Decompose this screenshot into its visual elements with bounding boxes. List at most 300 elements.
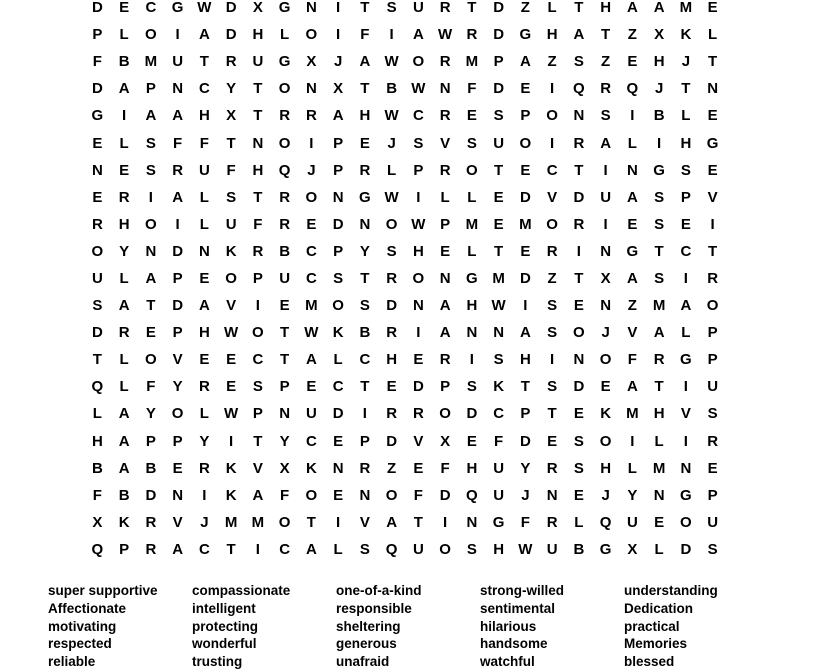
grid-letter: H (198, 324, 210, 342)
grid-letter: S (413, 134, 424, 152)
grid-letter: S (145, 161, 156, 179)
grid-letter: R (546, 459, 558, 477)
grid-letter: K (332, 324, 344, 342)
grid-letter: T (601, 26, 611, 44)
grid-letter: C (332, 378, 344, 396)
grid-letter: K (680, 26, 692, 44)
grid-letter: A (198, 26, 210, 44)
grid-letter: D (172, 297, 184, 315)
grid-letter: T (654, 242, 664, 260)
grid-letter: I (630, 107, 635, 125)
grid-letter: N (626, 161, 638, 179)
grid-letter: O (680, 513, 692, 531)
grid-letter: G (519, 26, 532, 44)
grid-letter: R (145, 540, 157, 558)
grid-letter: L (681, 324, 691, 342)
grid-letter: Q (91, 540, 104, 558)
grid-letter: V (547, 188, 558, 206)
grid-letter: S (547, 378, 558, 396)
grid-letter: T (547, 405, 557, 423)
grid-letter: Q (466, 486, 478, 504)
grid-letter: O (91, 242, 104, 260)
grid-letter: D (225, 26, 237, 44)
grid-letter: E (493, 215, 504, 233)
grid-letter: P (707, 324, 718, 342)
grid-letter: N (91, 161, 103, 179)
grid-letter: Z (547, 269, 557, 287)
grid-letter: R (386, 405, 398, 423)
grid-letter: P (333, 242, 344, 260)
grid-letter: F (413, 486, 423, 504)
grid-letter: E (119, 161, 130, 179)
grid-letter: L (199, 215, 209, 233)
grid-letter: A (145, 269, 157, 287)
grid-letter: S (547, 324, 558, 342)
word-column (480, 582, 624, 671)
grid-letter: H (91, 432, 103, 450)
grid-letter: S (707, 405, 718, 423)
grid-letter: X (92, 513, 103, 531)
grid-letter: Q (573, 80, 585, 98)
grid-letter: O (332, 297, 344, 315)
word-item: compassionate (192, 583, 291, 598)
grid-letter: E (680, 215, 691, 233)
grid-letter: I (175, 26, 180, 44)
grid-letter: T (574, 0, 584, 17)
grid-letter: I (683, 378, 688, 396)
grid-letter: T (654, 378, 664, 396)
grid-letter: Z (387, 459, 397, 477)
grid-letter: K (225, 486, 237, 504)
grid-letter: E (520, 161, 531, 179)
grid-letter: M (652, 297, 666, 315)
grid-letter: I (657, 134, 662, 152)
grid-letter: F (280, 486, 290, 504)
word-item: sheltering (336, 618, 401, 634)
word-item: hilarious (480, 618, 537, 634)
grid-letter: M (652, 459, 666, 477)
grid-letter: A (332, 107, 344, 125)
grid-letter: B (279, 242, 291, 260)
word-item: one-of-a-kind (336, 583, 422, 598)
grid-letter: W (384, 188, 399, 206)
grid-letter: H (546, 26, 558, 44)
grid-letter: B (359, 324, 371, 342)
grid-letter: D (172, 242, 184, 260)
grid-letter: L (467, 242, 477, 260)
grid-letter: D (680, 540, 692, 558)
grid-letter: R (118, 188, 130, 206)
word-item: generous (336, 636, 397, 652)
grid-letter: O (466, 161, 478, 179)
grid-letter: N (600, 297, 612, 315)
grid-letter: M (305, 297, 318, 315)
grid-letter: D (493, 80, 505, 98)
word-item: blessed (624, 654, 675, 670)
grid-letter: Y (145, 405, 156, 423)
grid-letter: A (626, 378, 638, 396)
grid-letter: O (385, 486, 398, 504)
grid-letter: H (653, 53, 665, 71)
grid-letter: V (680, 405, 691, 423)
grid-letter: A (198, 297, 210, 315)
grid-letter: N (305, 80, 317, 98)
grid-letter: R (279, 107, 291, 125)
grid-letter: L (199, 188, 209, 206)
grid-letter: Y (172, 378, 183, 396)
grid-letter: S (466, 378, 477, 396)
grid-letter: O (439, 540, 451, 558)
grid-letter: L (280, 26, 290, 44)
grid-letter: F (440, 459, 450, 477)
grid-letter: V (707, 188, 718, 206)
grid-letter: L (627, 134, 637, 152)
grid-letter: K (305, 459, 317, 477)
grid-letter: L (654, 540, 664, 558)
grid-letter: L (708, 26, 718, 44)
grid-letter: T (92, 351, 102, 369)
grid-letter: I (175, 215, 180, 233)
grid-letter: T (413, 513, 423, 531)
grid-letter: I (523, 297, 528, 315)
grid-letter: C (279, 540, 291, 558)
grid-letter: X (226, 107, 237, 125)
grid-letter: R (225, 53, 237, 71)
grid-letter: D (519, 269, 531, 287)
grid-letter: J (200, 513, 209, 531)
grid-letter: I (603, 161, 608, 179)
grid-letter: R (279, 188, 291, 206)
grid-letter: I (443, 513, 448, 531)
grid-letter: U (225, 215, 237, 233)
grid-letter: P (333, 134, 344, 152)
grid-letter: L (333, 351, 343, 369)
grid-letter: A (412, 26, 424, 44)
grid-letter: F (627, 351, 637, 369)
grid-letter: B (145, 459, 157, 477)
grid-letter: C (145, 0, 157, 17)
grid-letter: D (573, 378, 585, 396)
grid-letter: R (412, 405, 424, 423)
grid-letter: N (439, 269, 451, 287)
grid-letter: N (172, 80, 184, 98)
grid-letter: T (280, 351, 290, 369)
grid-letter: N (573, 107, 585, 125)
grid-letter: W (304, 324, 319, 342)
grid-letter: G (599, 540, 612, 558)
grid-letter: E (413, 351, 424, 369)
grid-letter: B (653, 107, 665, 125)
grid-letter: S (359, 297, 370, 315)
grid-letter: Y (359, 242, 370, 260)
grid-letter: N (653, 486, 665, 504)
grid-letter: I (630, 432, 635, 450)
grid-letter: A (118, 432, 130, 450)
grid-letter: I (550, 134, 555, 152)
grid-letter: R (439, 351, 451, 369)
grid-letter: U (493, 134, 505, 152)
grid-letter: H (359, 107, 371, 125)
letter-grid (84, 0, 726, 563)
grid-letter: E (707, 107, 718, 125)
grid-letter: P (119, 540, 130, 558)
grid-letter: T (253, 107, 263, 125)
grid-letter: I (603, 215, 608, 233)
grid-letter: T (681, 80, 691, 98)
grid-letter: S (654, 269, 665, 287)
grid-letter: N (359, 486, 371, 504)
grid-letter: P (520, 405, 531, 423)
grid-letter: E (386, 378, 397, 396)
grid-letter: W (384, 107, 399, 125)
grid-letter: L (547, 0, 557, 17)
grid-letter: Z (547, 53, 557, 71)
grid-letter: N (439, 80, 451, 98)
grid-letter: E (333, 486, 344, 504)
grid-letter: T (146, 297, 156, 315)
grid-letter: H (412, 242, 424, 260)
grid-letter: B (91, 459, 103, 477)
grid-letter: E (520, 80, 531, 98)
grid-letter: I (336, 0, 341, 17)
grid-letter: R (386, 324, 398, 342)
grid-letter: A (626, 188, 638, 206)
grid-letter: D (386, 297, 398, 315)
grid-letter: L (119, 351, 129, 369)
grid-letter: M (679, 0, 693, 17)
grid-letter: D (493, 26, 505, 44)
grid-letter: W (438, 26, 453, 44)
grid-letter: E (627, 215, 638, 233)
grid-letter: Z (627, 297, 637, 315)
grid-letter: R (439, 53, 451, 71)
grid-letter: S (386, 0, 397, 17)
grid-letter: S (493, 107, 504, 125)
grid-letter: E (466, 432, 477, 450)
grid-letter: T (574, 161, 584, 179)
grid-letter: V (172, 351, 183, 369)
grid-letter: C (198, 540, 210, 558)
grid-letter: R (573, 215, 585, 233)
grid-letter: N (252, 134, 264, 152)
grid-letter: E (707, 459, 718, 477)
grid-letter: Q (385, 540, 398, 558)
word-item: strong-willed (480, 583, 564, 598)
grid-letter: O (573, 324, 585, 342)
grid-letter: A (172, 107, 184, 125)
grid-letter: R (600, 80, 612, 98)
grid-letter: E (92, 188, 103, 206)
grid-letter: P (279, 378, 290, 396)
grid-letter: U (626, 513, 638, 531)
grid-letter: E (707, 161, 718, 179)
grid-letter: H (519, 351, 531, 369)
grid-letter: U (198, 161, 210, 179)
grid-letter: F (199, 134, 209, 152)
grid-letter: M (251, 513, 265, 531)
grid-letter: N (145, 242, 157, 260)
grid-letter: P (333, 161, 344, 179)
word-item: wonderful (192, 636, 257, 652)
grid-letter: R (573, 134, 585, 152)
grid-letter: E (573, 297, 584, 315)
grid-letter: S (707, 540, 718, 558)
grid-letter: G (492, 513, 505, 531)
grid-letter: I (683, 269, 688, 287)
grid-letter: D (332, 405, 344, 423)
grid-letter: G (653, 161, 665, 179)
grid-letter: G (680, 486, 692, 504)
word-item: watchful (480, 654, 535, 670)
grid-letter: N (546, 486, 558, 504)
word-item: responsible (336, 600, 412, 616)
grid-letter: R (118, 324, 130, 342)
grid-letter: S (92, 297, 103, 315)
grid-letter: A (439, 297, 451, 315)
grid-letter: S (493, 351, 504, 369)
word-list (48, 582, 768, 671)
grid-letter: M (224, 513, 238, 531)
grid-letter: L (467, 188, 477, 206)
grid-letter: R (359, 459, 371, 477)
grid-letter: P (145, 432, 156, 450)
grid-letter: E (145, 324, 156, 342)
grid-letter: L (199, 405, 209, 423)
grid-letter: C (198, 80, 210, 98)
grid-letter: O (252, 324, 264, 342)
grid-letter: T (280, 324, 290, 342)
grid-letter: G (278, 0, 291, 17)
grid-letter: T (360, 0, 370, 17)
grid-letter: G (171, 0, 184, 17)
grid-letter: I (362, 405, 367, 423)
grid-letter: H (386, 351, 398, 369)
grid-letter: Y (199, 432, 210, 450)
grid-letter: P (252, 269, 263, 287)
grid-letter: J (601, 486, 610, 504)
grid-letter: E (413, 459, 424, 477)
grid-letter: Y (119, 242, 130, 260)
grid-letter: U (493, 486, 505, 504)
grid-letter: D (225, 0, 237, 17)
grid-letter: E (600, 378, 611, 396)
grid-letter: J (307, 161, 316, 179)
grid-letter: X (654, 26, 665, 44)
grid-letter: W (197, 0, 212, 17)
grid-letter: A (305, 351, 317, 369)
grid-letter: O (305, 26, 318, 44)
grid-letter: O (519, 134, 532, 152)
word-column (192, 582, 336, 671)
grid-letter: D (145, 486, 157, 504)
grid-letter: A (626, 0, 638, 17)
grid-letter: R (359, 161, 371, 179)
grid-letter: O (412, 269, 425, 287)
word-item: motivating (48, 618, 117, 634)
word-item: Affectionate (48, 600, 127, 616)
grid-letter: C (546, 161, 558, 179)
grid-letter: B (386, 80, 398, 98)
grid-letter: L (627, 459, 637, 477)
grid-letter: S (680, 161, 691, 179)
grid-letter: F (360, 26, 370, 44)
grid-letter: P (520, 107, 531, 125)
grid-letter: E (654, 513, 665, 531)
grid-letter: D (91, 0, 103, 17)
grid-letter: R (91, 215, 103, 233)
grid-letter: N (573, 351, 585, 369)
grid-letter: S (654, 215, 665, 233)
grid-letter: U (600, 188, 612, 206)
grid-letter: H (493, 540, 505, 558)
grid-letter: I (416, 324, 421, 342)
grid-letter: I (416, 188, 421, 206)
grid-letter: U (707, 513, 719, 531)
grid-letter: T (494, 242, 504, 260)
grid-letter: I (550, 351, 555, 369)
grid-letter: E (520, 242, 531, 260)
grid-letter: X (440, 432, 451, 450)
grid-letter: I (255, 297, 260, 315)
grid-letter: I (576, 242, 581, 260)
grid-letter: R (172, 161, 184, 179)
grid-letter: T (199, 53, 209, 71)
word-item: sentimental (480, 600, 556, 616)
grid-letter: X (252, 0, 263, 17)
grid-letter: H (653, 405, 665, 423)
grid-letter: D (91, 80, 103, 98)
grid-letter: O (278, 513, 291, 531)
grid-letter: F (92, 486, 102, 504)
grid-letter: D (519, 188, 531, 206)
grid-letter: R (439, 107, 451, 125)
grid-letter: N (707, 80, 719, 98)
grid-letter: T (360, 269, 370, 287)
grid-letter: P (680, 188, 691, 206)
grid-letter: H (252, 161, 264, 179)
word-item: intelligent (192, 600, 256, 616)
grid-letter: U (305, 405, 317, 423)
grid-letter: E (199, 269, 210, 287)
grid-letter: A (519, 324, 531, 342)
grid-letter: N (359, 215, 371, 233)
grid-letter: F (253, 215, 263, 233)
grid-letter: R (466, 26, 478, 44)
grid-letter: I (550, 80, 555, 98)
grid-letter: H (680, 134, 692, 152)
grid-letter: T (253, 432, 263, 450)
grid-letter: E (119, 0, 130, 17)
grid-letter: O (171, 405, 184, 423)
grid-letter: S (252, 378, 263, 396)
grid-letter: X (279, 459, 290, 477)
grid-letter: Y (279, 432, 290, 450)
grid-letter: J (601, 324, 610, 342)
grid-letter: D (412, 378, 424, 396)
grid-letter: L (440, 188, 450, 206)
grid-letter: N (332, 188, 344, 206)
grid-letter: P (145, 80, 156, 98)
grid-letter: S (600, 107, 611, 125)
grid-letter: L (654, 432, 664, 450)
grid-letter: I (229, 432, 234, 450)
grid-letter: W (491, 297, 506, 315)
grid-letter: I (683, 432, 688, 450)
grid-letter: D (573, 188, 585, 206)
grid-letter: X (333, 80, 344, 98)
grid-letter: I (469, 351, 474, 369)
grid-letter: A (519, 53, 531, 71)
